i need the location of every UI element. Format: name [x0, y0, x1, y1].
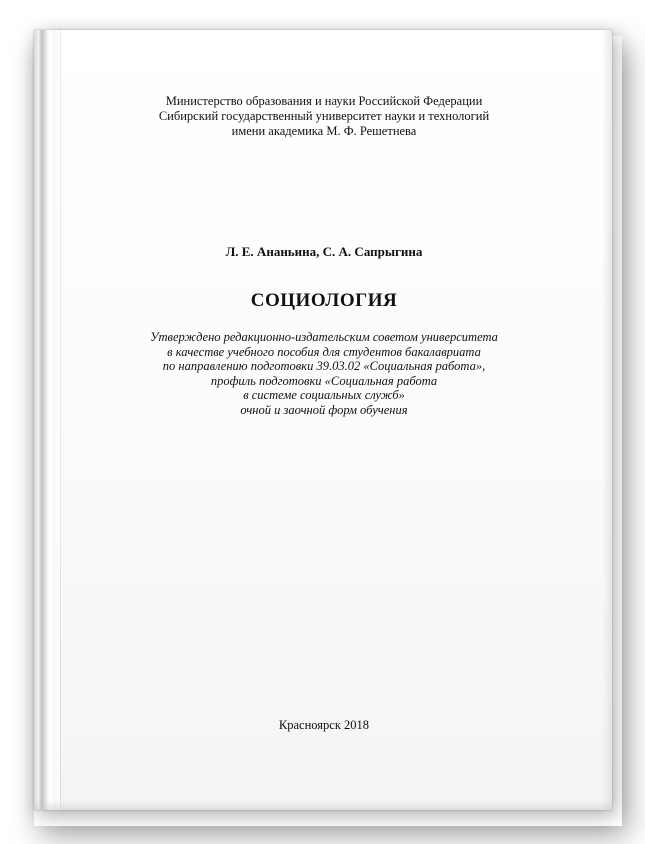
city-year: Красноярск 2018: [278, 718, 370, 732]
approval-line: Утверждено редакционно-издательским советом университета: [150, 330, 498, 344]
book-spine: [34, 30, 60, 810]
approval-text: [74, 330, 574, 417]
university-line: Сибирский государственный университет науки и технологий: [158, 109, 490, 123]
approval-line: в системе социальных служб»: [243, 388, 405, 402]
approval-line: в качестве учебного пособия для студентов бакалавриата: [167, 344, 481, 359]
ministry-header: [74, 94, 574, 139]
ministry-line: Министерство образования и науки Российской Федерации: [165, 94, 483, 108]
university-name-line: имени академика М. Ф. Решетнева: [231, 124, 417, 138]
right-edge-shading: [602, 30, 612, 810]
approval-line: очной и заочной форм обучения: [240, 402, 408, 417]
spine-divider: [60, 30, 61, 810]
approval-line: по направлению подготовки 39.03.02 «Социальная работа»,: [162, 359, 486, 373]
book-cover: [34, 30, 612, 810]
book-title: СОЦИОЛОГИЯ: [250, 290, 398, 311]
approval-line: профиль подготовки «Социальная работа: [210, 373, 438, 388]
authors: Л. Е. Ананьина, С. А. Сапрыгина: [225, 244, 423, 259]
bottom-edge-shading: [34, 800, 612, 810]
